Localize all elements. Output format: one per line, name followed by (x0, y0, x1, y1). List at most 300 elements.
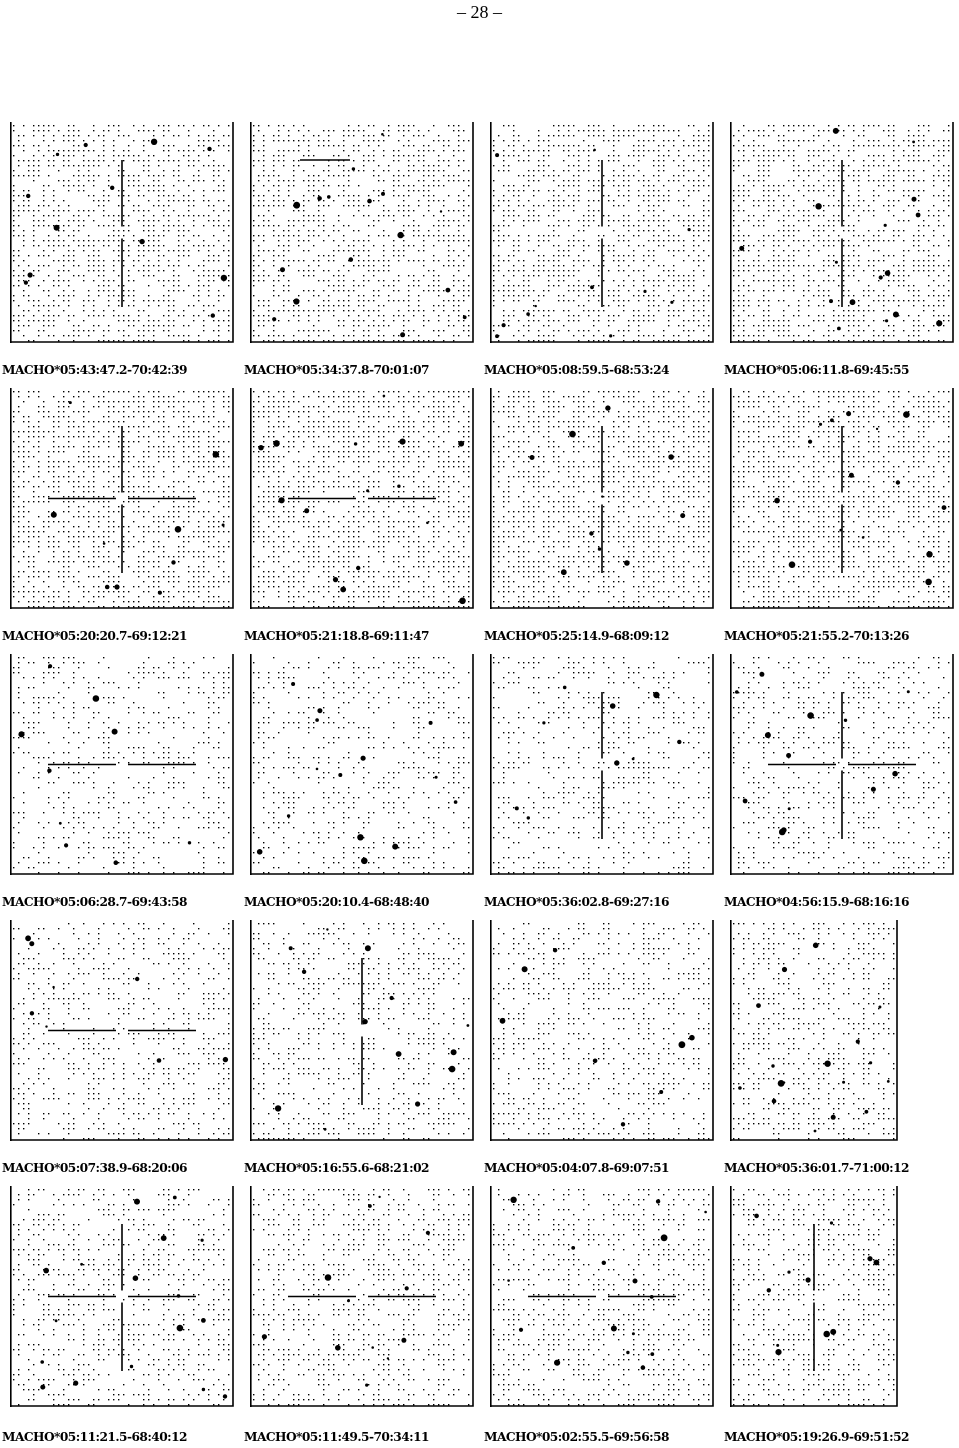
star-mark (739, 246, 744, 251)
star-mark (110, 186, 114, 190)
star-mark (903, 411, 910, 418)
star-field (250, 920, 474, 1141)
star-mark (446, 288, 451, 293)
star-mark (335, 1345, 341, 1351)
finding-chart-image (250, 122, 474, 343)
star-mark (338, 773, 342, 777)
star-mark (846, 411, 851, 416)
finding-chart-caption: MACHO*05:11:21.5-68:40:12 (2, 1430, 187, 1444)
star-mark (399, 439, 405, 445)
star-mark (381, 192, 385, 196)
star-mark (633, 1279, 638, 1284)
star-mark (52, 986, 54, 988)
finding-chart-caption: MACHO*05:11:49.5-70:34:11 (244, 1430, 429, 1444)
star-mark (887, 1080, 890, 1083)
star-mark (892, 771, 898, 777)
star-field (250, 122, 474, 343)
star-mark (869, 1061, 872, 1064)
panel-frame (250, 1186, 473, 1406)
star-mark (188, 841, 191, 844)
star-mark (449, 1066, 456, 1073)
star-mark (632, 1332, 635, 1335)
star-mark (522, 966, 528, 972)
star-field (490, 1186, 714, 1407)
star-field (250, 654, 474, 875)
star-mark (93, 695, 100, 702)
sky-background-noise (13, 923, 229, 1139)
star-mark (317, 196, 322, 201)
finding-chart-caption: MACHO*05:20:20.7-69:12:21 (2, 629, 187, 643)
star-mark (440, 210, 442, 212)
star-mark (896, 480, 900, 484)
star-mark (139, 239, 144, 244)
star-mark (865, 1110, 869, 1114)
star-mark (426, 1231, 430, 1235)
star-mark (25, 935, 31, 941)
panel-frame (490, 388, 713, 608)
star-mark (43, 1268, 49, 1274)
star-mark (589, 531, 593, 535)
star-mark (280, 267, 285, 272)
star-mark (223, 1057, 228, 1062)
star-mark (202, 1388, 205, 1391)
star-field (490, 122, 714, 343)
star-mark (912, 141, 915, 144)
star-mark (103, 542, 106, 545)
star-mark (735, 690, 739, 694)
star-mark (643, 290, 646, 293)
star-mark (381, 133, 384, 136)
star-mark (161, 1235, 167, 1241)
star-mark (48, 664, 52, 668)
star-mark (893, 312, 899, 318)
finding-chart-caption: MACHO*05:36:01.7-71:00:12 (724, 1161, 909, 1175)
star-mark (55, 1319, 58, 1322)
star-mark (397, 485, 400, 488)
star-mark (326, 928, 328, 930)
star-mark (387, 1357, 389, 1359)
star-mark (211, 313, 215, 317)
finding-chart-caption: MACHO*05:16:55.6-68:21:02 (244, 1161, 429, 1175)
sky-background-noise (493, 1189, 709, 1405)
star-mark (349, 257, 354, 262)
finding-chart-image (490, 1186, 714, 1407)
star-mark (835, 261, 838, 264)
star-mark (884, 224, 887, 227)
finding-chart-caption: MACHO*05:06:28.7-69:43:58 (2, 895, 187, 909)
star-mark (361, 756, 366, 761)
star-mark (571, 1246, 575, 1250)
star-mark (515, 806, 519, 810)
panel-frame (730, 1186, 897, 1406)
finding-chart-image (490, 920, 714, 1141)
star-mark (357, 834, 363, 840)
star-mark (133, 1275, 139, 1281)
star-mark (775, 1349, 781, 1355)
panel-frame (730, 920, 897, 1140)
finding-chart-caption: MACHO*05:04:07.8-69:07:51 (484, 1161, 669, 1175)
star-mark (688, 228, 691, 231)
star-mark (808, 440, 812, 444)
star-mark (856, 1040, 860, 1044)
star-mark (844, 719, 847, 722)
star-mark (262, 1334, 267, 1339)
star-mark (593, 1059, 598, 1064)
star-mark (258, 445, 263, 450)
star-mark (400, 332, 405, 337)
star-field (250, 388, 474, 609)
star-mark (367, 199, 372, 204)
finding-chart-caption: MACHO*05:07:38.9-68:20:06 (2, 1161, 187, 1175)
star-mark (54, 225, 60, 231)
star-field (10, 388, 234, 609)
panel-frame (10, 920, 233, 1140)
star-mark (602, 1261, 606, 1265)
star-mark (315, 718, 319, 722)
star-mark (69, 401, 72, 404)
star-mark (569, 431, 576, 438)
star-mark (495, 153, 499, 157)
star-mark (361, 858, 368, 865)
star-mark (787, 1271, 790, 1274)
star-mark (302, 970, 306, 974)
sky-background-noise (253, 125, 469, 341)
star-mark (371, 1346, 374, 1349)
star-field (730, 388, 954, 609)
star-mark (405, 1286, 409, 1290)
star-mark (885, 270, 891, 276)
star-mark (609, 334, 612, 337)
star-mark (756, 1003, 761, 1008)
finding-chart-image (730, 388, 954, 609)
star-mark (368, 1204, 372, 1208)
star-mark (679, 1041, 686, 1048)
star-mark (207, 147, 211, 151)
star-mark (47, 769, 51, 773)
star-mark (831, 1115, 836, 1120)
sky-background-noise (253, 657, 469, 873)
star-mark (936, 320, 942, 326)
star-mark (656, 1199, 660, 1203)
star-mark (347, 1299, 350, 1302)
star-field (490, 388, 714, 609)
star-mark (59, 822, 62, 825)
star-mark (842, 1081, 845, 1084)
star-mark (221, 275, 227, 281)
finding-chart-caption: MACHO*05:21:18.8-69:11:47 (244, 629, 429, 643)
finding-chart-image (250, 654, 474, 875)
star-mark (653, 692, 659, 698)
star-mark (502, 323, 506, 327)
star-mark (668, 454, 674, 460)
star-mark (788, 807, 791, 810)
star-mark (829, 299, 833, 303)
star-mark (435, 776, 438, 779)
star-mark (356, 566, 360, 570)
star-mark (754, 1214, 759, 1219)
finding-chart-image (490, 654, 714, 875)
star-field (490, 920, 714, 1141)
star-mark (396, 1051, 402, 1057)
star-mark (765, 732, 771, 738)
star-mark (397, 232, 403, 238)
star-mark (677, 740, 681, 744)
star-mark (30, 1011, 34, 1015)
star-mark (352, 167, 355, 170)
star-mark (40, 1385, 45, 1390)
star-mark (325, 1274, 332, 1281)
star-mark (885, 319, 888, 322)
finding-chart-image (10, 388, 234, 609)
star-mark (363, 1019, 368, 1024)
star-mark (317, 708, 322, 713)
star-mark (819, 423, 822, 426)
star-mark (879, 275, 883, 279)
star-mark (601, 495, 603, 497)
sky-background-noise (493, 125, 709, 341)
star-mark (942, 505, 947, 510)
finding-chart-image (490, 122, 714, 343)
star-mark (833, 128, 839, 134)
star-mark (527, 816, 530, 819)
panel-frame (730, 654, 953, 874)
star-mark (786, 753, 791, 758)
star-mark (554, 1360, 560, 1366)
star-field (730, 920, 898, 1141)
star-mark (925, 579, 932, 586)
finding-chart-image (10, 1186, 234, 1407)
finding-chart-caption: MACHO*05:34:37.8-70:01:07 (244, 363, 429, 377)
star-field (730, 1186, 898, 1407)
star-mark (814, 1130, 817, 1133)
sky-background-noise (253, 1189, 469, 1405)
star-mark (73, 1381, 78, 1386)
finding-chart-image (10, 122, 234, 343)
star-mark (365, 1384, 368, 1387)
star-mark (114, 860, 119, 865)
star-mark (526, 312, 530, 316)
star-mark (458, 441, 464, 447)
star-mark (201, 1318, 206, 1323)
panel-frame (10, 388, 233, 608)
star-field (730, 122, 954, 343)
star-mark (272, 317, 276, 321)
star-mark (824, 1061, 830, 1067)
star-mark (850, 299, 856, 305)
star-field (10, 122, 234, 343)
star-mark (26, 194, 30, 198)
finding-chart-image (10, 654, 234, 875)
star-mark (64, 843, 68, 847)
star-mark (56, 153, 59, 156)
finding-chart-caption: MACHO*05:25:14.9-68:09:12 (484, 629, 669, 643)
star-mark (51, 512, 57, 518)
star-mark (392, 844, 398, 850)
star-mark (500, 1018, 506, 1024)
star-mark (535, 305, 537, 307)
star-mark (878, 1006, 881, 1009)
star-mark (105, 585, 110, 590)
star-field (10, 1186, 234, 1407)
star-mark (876, 428, 878, 430)
star-mark (614, 760, 619, 765)
star-mark (789, 561, 796, 568)
star-mark (507, 1279, 510, 1282)
star-mark (84, 143, 88, 147)
star-mark (495, 334, 499, 338)
star-mark (291, 682, 295, 686)
star-mark (553, 948, 557, 952)
star-mark (776, 1344, 779, 1347)
star-mark (279, 497, 285, 503)
star-mark (327, 195, 331, 199)
star-mark (561, 569, 567, 575)
sky-background-noise (733, 1189, 894, 1405)
star-mark (324, 1128, 327, 1131)
star-mark (222, 524, 225, 527)
star-mark (743, 799, 748, 804)
sky-background-noise (13, 125, 229, 341)
star-mark (316, 768, 319, 771)
star-mark (213, 451, 220, 458)
finding-chart-image (730, 654, 954, 875)
star-mark (223, 1394, 227, 1398)
star-mark (871, 787, 876, 792)
star-mark (626, 1351, 629, 1354)
star-mark (611, 1326, 617, 1332)
finding-chart-caption: MACHO*05:20:10.4-68:48:40 (244, 895, 429, 909)
star-mark (257, 849, 263, 855)
sky-background-noise (493, 923, 709, 1139)
sky-background-noise (733, 391, 949, 607)
star-mark (201, 1239, 204, 1242)
star-mark (867, 1256, 872, 1261)
star-mark (24, 281, 28, 285)
star-mark (874, 1260, 880, 1266)
star-mark (354, 442, 357, 445)
star-mark (135, 977, 139, 981)
star-mark (689, 1035, 695, 1041)
star-mark (112, 729, 118, 735)
star-mark (759, 672, 764, 677)
page-number: – 28 – (457, 2, 502, 22)
finding-chart-image (10, 920, 234, 1141)
finding-chart-caption: MACHO*05:36:02.8-69:27:16 (484, 895, 669, 909)
star-mark (661, 1234, 668, 1241)
star-mark (767, 1288, 771, 1292)
star-mark (454, 800, 458, 804)
star-mark (774, 498, 780, 504)
panel-frame (490, 122, 713, 342)
star-mark (849, 473, 854, 478)
star-mark (670, 301, 673, 304)
star-mark (415, 1101, 420, 1106)
star-mark (459, 598, 466, 605)
sky-background-noise (253, 391, 469, 607)
sky-background-noise (493, 657, 709, 873)
star-mark (771, 1064, 774, 1067)
star-mark (29, 941, 34, 946)
star-mark (783, 1081, 785, 1083)
star-mark (807, 712, 814, 719)
star-mark (593, 149, 596, 152)
star-mark (426, 522, 429, 525)
star-mark (134, 1199, 140, 1205)
star-mark (632, 758, 635, 761)
finding-chart-caption: MACHO*05:21:55.2-70:13:26 (724, 629, 909, 643)
star-mark (782, 967, 787, 972)
finding-chart-image (730, 122, 954, 343)
sky-background-noise (733, 657, 949, 873)
star-mark (598, 547, 601, 550)
star-mark (80, 1263, 83, 1266)
sky-background-noise (733, 125, 949, 341)
star-mark (463, 315, 467, 319)
star-mark (862, 536, 865, 539)
star-mark (157, 1058, 162, 1063)
star-mark (273, 440, 280, 447)
finding-chart-image (250, 920, 474, 1141)
sky-background-noise (253, 923, 469, 1139)
star-mark (641, 1365, 646, 1370)
star-mark (530, 455, 535, 460)
finding-chart-caption: MACHO*05:06:11.8-69:45:55 (724, 363, 909, 377)
star-field (490, 654, 714, 875)
finding-chart-image (490, 388, 714, 609)
star-mark (781, 827, 787, 833)
star-mark (830, 1221, 833, 1224)
star-mark (287, 814, 290, 817)
finding-chart-caption: MACHO*04:56:15.9-68:16:16 (724, 895, 909, 909)
finding-chart-caption: MACHO*05:19:26.9-69:51:52 (724, 1430, 909, 1444)
star-mark (926, 551, 932, 557)
finding-chart-caption: MACHO*05:43:47.2-70:42:39 (2, 363, 187, 377)
star-mark (293, 298, 299, 304)
sky-background-noise (13, 1189, 229, 1405)
star-mark (806, 1277, 811, 1282)
star-mark (610, 703, 616, 709)
star-mark (275, 1105, 281, 1111)
finding-chart-image (250, 388, 474, 609)
star-mark (173, 1196, 177, 1200)
star-mark (519, 1328, 523, 1332)
star-mark (366, 489, 369, 492)
star-mark (177, 1325, 184, 1332)
star-mark (823, 1331, 830, 1338)
star-mark (590, 285, 594, 289)
star-mark (907, 690, 910, 693)
star-mark (40, 1360, 44, 1364)
star-mark (340, 587, 346, 593)
star-mark (621, 1122, 625, 1126)
finding-chart-image (730, 920, 898, 1141)
star-mark (401, 1338, 406, 1343)
sky-background-noise (13, 391, 229, 607)
star-field (730, 654, 954, 875)
star-mark (563, 686, 567, 690)
star-mark (916, 213, 921, 218)
star-mark (151, 139, 157, 145)
star-mark (289, 946, 293, 950)
star-mark (772, 1099, 777, 1104)
star-field (250, 1186, 474, 1407)
finding-chart-image (730, 1186, 898, 1407)
star-mark (383, 395, 386, 398)
finding-chart-image (250, 1186, 474, 1407)
star-mark (175, 526, 182, 533)
finding-chart-caption: MACHO*05:02:55.5-69:56:58 (484, 1430, 669, 1444)
panel-frame (250, 920, 473, 1140)
